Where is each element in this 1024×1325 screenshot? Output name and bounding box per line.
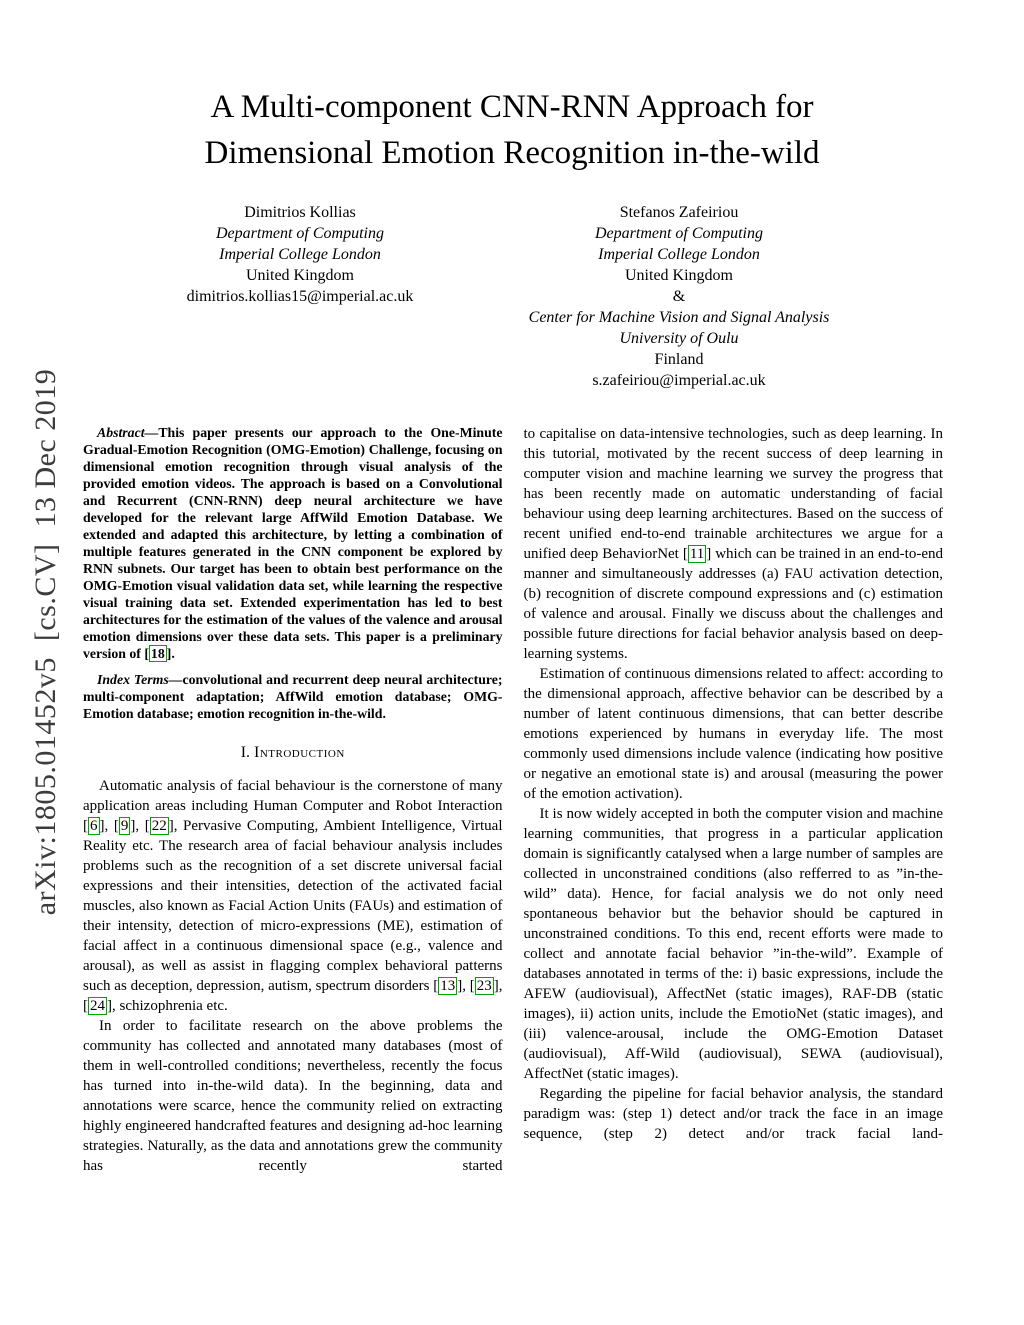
section-heading-introduction <box>83 744 503 762</box>
arxiv-watermark: arXiv:1805.01452v5 [cs.CV] 13 Dec 2019 <box>29 368 62 916</box>
left-column <box>83 424 503 1176</box>
index-terms-text: convolutional and recurrent deep neural architecture; multi-component adaptation; AffWild emotion database; OMG-Emotion database; emotion recognition in-the-wild. <box>83 672 503 721</box>
citation-link[interactable]: 6 <box>90 818 98 834</box>
right-column <box>524 424 944 1176</box>
abstract-text: This paper presents our approach to the One-Minute Gradual-Emotion Recognition (OMG-Emotion) Challenge, focusing on dimensional emotion recognition through visual analysis of the provided emotion videos. The approach is based on a Convolutional and Recurrent (CNN-RNN) deep neural architecture we have developed for the relevant large AffWild Emotion Database. We extended and adapted this architecture, by letting a combination of multiple features generated in the CNN component be explored by RNN subnets. Our target has been to obtain best performance on the OMG-Emotion visual validation data set, while learning the respective visual training data set. Extended experimentation has led to best architectures for the estimation of the values of the valence and arousal emotion dimensions over these data sets. This paper is a preliminary version of [ 18 ]. <box>83 425 503 661</box>
citation-link[interactable]: 11 <box>689 546 705 562</box>
author-1-institution: Imperial College London <box>219 246 381 263</box>
author-2-department: Department of Computing <box>595 225 763 242</box>
author-2-institution: Imperial College London <box>598 246 760 263</box>
intro-paragraph-3: Estimation of continuous dimensions related to affect: according to the dimensional approach, affective behavior can be described by a number of latent continuous dimensions, that can better describe emotions experienced by humans in everyday life. The most commonly used dimensions include valence (indicating how positive or negative an emotional state is) and arousal (measuring the power of the emotion activation). <box>523 666 943 802</box>
author-2-center: Center for Machine Vision and Signal Analysis <box>528 309 830 326</box>
author-2-country-2: Finland <box>654 351 704 368</box>
author-1-email: dimitrios.kollias15@imperial.ac.uk <box>186 288 414 305</box>
two-column-body <box>83 424 943 1176</box>
author-1-country: United Kingdom <box>246 267 354 284</box>
citation-link[interactable]: 18 <box>150 646 165 661</box>
abstract <box>83 424 503 662</box>
author-2-name: Stefanos Zafeiriou <box>619 204 739 221</box>
abstract-label: Abstract— <box>97 425 159 440</box>
citation-link[interactable]: 23 <box>476 978 492 994</box>
citation-link[interactable]: 24 <box>90 998 105 1014</box>
author-block-2 <box>464 202 894 391</box>
author-1-name: Dimitrios Kollias <box>244 204 356 221</box>
index-terms <box>83 671 503 722</box>
title-line-2: Dimensional Emotion Recognition in-the-wild <box>204 135 820 171</box>
intro-paragraph-4: It is now widely accepted in both the computer vision and machine learning communities, that progress in a particular application domain is significantly catalysed when a large number of samples are collected in unconstrained conditions (also refferred to as ”in-the-wild” data). Hence, for facial analysis we do not only need spontaneous behavior but the behavior should be captured in unconstrained conditions. To this end, recent efforts were made to collect and annotate facial behavior ”in-the-wild”. Example of databases annotated in terms of the: i) basic expressions, include the AFEW (audiovisual), AffectNet (static images), RAF-DB (static images), ii) action units, include the EmotioNet (static images), and (iii) valence-arousal, include the OMG-Emotion Dataset (audiovisual), Aff-Wild (audiovisual), SEWA (audiovisual), AffectNet (static images). <box>523 806 943 1082</box>
intro-paragraph-2: In order to facilitate research on the above problems the community has collected and annotated many databases (most of them in well-controlled conditions; nevertheless, recently the focus has turned into in-the-wild data). In the beginning, data and annotations were scarce, hence the community relied on extracting highly engineered handcrafted features and designing ad-hoc learning strategies. Naturally, as the data and annotations grew the community has recently started <box>83 1018 503 1174</box>
intro-paragraph-2-continued: to capitalise on data-intensive technologies, such as deep learning. In this tutorial, motivated by the recent success of deep learning in computer vision and machine learning we survey the progress that has been recently made on automatic understanding of facial behaviour using deep learning architectures. Based on the success of recent unified end-to-end trainable architectures we argue for a unified deep BehaviorNet [ 11 ] which can be trained in an end-to-end manner and simultaneously addresses (a) FAU activation detection, (b) recognition of discrete compound expressions and (c) estimation of valence and arousal. Finally we discuss about the challenges and possible future directions for facial behavior analysis based on deep-learning systems. <box>523 426 944 662</box>
citation-link[interactable]: 13 <box>440 978 456 994</box>
citation-link[interactable]: 9 <box>120 818 129 834</box>
section-number: I. <box>240 744 251 761</box>
intro-paragraph-1: Automatic analysis of facial behaviour is the cornerstone of many application areas including Human Computer and Robot Interaction [ 6 ], [ 9 ], [ 22 ], Pervasive Computing, Ambient Intelligence, Virtual Reality etc. The research area of facial behaviour analysis includes problems such as the recognition of a set discrete universal facial expressions and their intensities, detection of the activated facial muscles, also known as Facial Action Units (FAUs) and estimation of their intensity, detection of micro-expressions (ME), estimation of facial affect in a continuous dimensional space (e.g., valence and arousal), as well as assist in flagging complex behavioral patterns such as deception, depression, autism, spectrum disorders [ 13 ], [ 23 ], [ 24 ], schizophrenia etc. <box>83 778 503 1014</box>
citation-link[interactable]: 22 <box>151 818 167 834</box>
section-title: Introduction <box>254 744 345 761</box>
index-terms-label: Index Terms— <box>97 672 183 687</box>
author-2-university: University of Oulu <box>619 330 739 347</box>
author-2-country: United Kingdom <box>625 267 733 284</box>
author-2-email: s.zafeiriou@imperial.ac.uk <box>592 372 766 389</box>
author-2-ampersand: & <box>672 288 686 305</box>
author-1-department: Department of Computing <box>216 225 384 242</box>
paper-title <box>0 84 1024 176</box>
intro-paragraph-5: Regarding the pipeline for facial behavior analysis, the standard paradigm was: (step 1) detect and/or track the face in an image sequence, (step 2) detect and/or track facial land- <box>523 1086 943 1142</box>
title-line-1: A Multi-component CNN-RNN Approach for <box>210 89 814 125</box>
author-block-1 <box>85 202 515 307</box>
